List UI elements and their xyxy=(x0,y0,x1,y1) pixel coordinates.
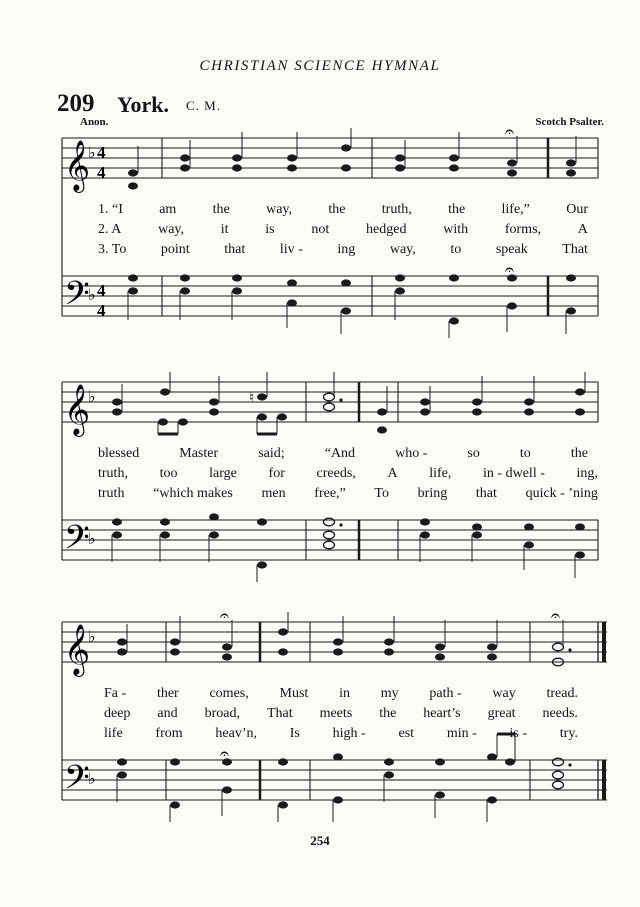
svg-text:𝄐: 𝄐 xyxy=(551,612,560,625)
svg-text:𝄢: 𝄢 xyxy=(64,519,90,565)
svg-text:♭: ♭ xyxy=(88,771,96,788)
tune-name: York. xyxy=(117,92,169,117)
svg-text:♭: ♭ xyxy=(88,145,96,162)
svg-text:4: 4 xyxy=(97,143,106,162)
running-header: CHRISTIAN SCIENCE HYMNAL xyxy=(199,58,441,74)
svg-text:𝄐: 𝄐 xyxy=(505,128,514,141)
lyrics-verse-3-sys2: truth “which makes men free,” To bring that quick - ’ning xyxy=(98,486,598,501)
lyrics-verse-2-sys2: truth, too large for creeds, A life, in - dwell - ing, xyxy=(98,466,598,481)
lyrics-verse-2-sys1: 2. A way, it is not hedged with forms, A xyxy=(98,222,588,237)
svg-text:𝄢: 𝄢 xyxy=(64,275,90,321)
svg-text:4: 4 xyxy=(97,281,106,300)
svg-text:♮: ♮ xyxy=(249,391,255,406)
svg-text:4: 4 xyxy=(97,163,106,182)
svg-text:♭: ♭ xyxy=(88,629,96,646)
lyrics-verse-1-sys3: Fa - ther comes, Must in my path - way tread. xyxy=(104,686,578,701)
svg-text:𝄐: 𝄐 xyxy=(220,746,229,763)
svg-text:𝄐: 𝄐 xyxy=(505,262,514,279)
page-number: 254 xyxy=(310,833,330,848)
svg-text:𝄐: 𝄐 xyxy=(220,612,229,625)
lyrics-verse-1-sys2: blessed Master said; “And who - so to the xyxy=(98,446,588,461)
svg-text:♭: ♭ xyxy=(88,531,96,548)
hymn-number: 209 xyxy=(57,90,95,117)
music-credit: Scotch Psalter. xyxy=(535,116,604,128)
svg-text:𝄞: 𝄞 xyxy=(64,624,91,675)
music-system-1 xyxy=(0,128,640,340)
svg-text:4: 4 xyxy=(97,301,106,320)
music-system-2 xyxy=(0,372,640,584)
svg-text:𝄞: 𝄞 xyxy=(64,384,91,435)
lyrics-verse-1-sys1: 1. “I am the way, the truth, the life,” Our xyxy=(98,202,588,217)
words-credit: Anon. xyxy=(80,116,109,128)
meter: C. M. xyxy=(186,98,221,113)
lyrics-verse-2-sys3: deep and broad, That meets the heart’s great needs. xyxy=(104,706,578,721)
music-system-3 xyxy=(0,612,640,824)
svg-text:♭: ♭ xyxy=(88,287,96,304)
lyrics-verse-3-sys3: life from heav’n, Is high - est min - is - try. xyxy=(104,726,578,741)
svg-text:𝄞: 𝄞 xyxy=(64,140,91,191)
lyrics-verse-3-sys1: 3. To point that liv - ing way, to speak That xyxy=(98,242,588,257)
svg-text:𝄢: 𝄢 xyxy=(64,759,90,805)
svg-text:♭: ♭ xyxy=(88,389,96,406)
